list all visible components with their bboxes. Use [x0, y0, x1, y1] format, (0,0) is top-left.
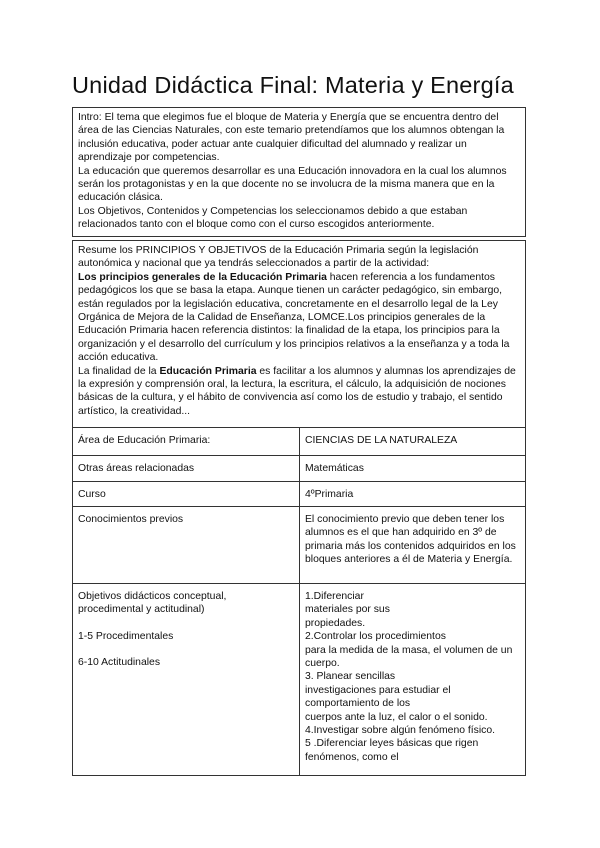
- row-value-objetivos: [300, 584, 526, 776]
- objetivo-line: materiales por sus: [305, 604, 390, 616]
- row-label-area: Área de Educación Primaria:: [73, 428, 300, 456]
- page-title: Unidad Didáctica Final: Materia y Energía: [72, 72, 514, 98]
- finalidad-text: es facilitar a los alumnos y alumnas los aprendizajes de la expresión y comprensión oral, la lectura, la escritura, el cálculo, la adquisición de nociones básicas de la cultura, y el hábito de convivencia así como los de estudio y trabajo, el sentido artístico, la creatividad...: [78, 365, 516, 417]
- principios-box: [72, 240, 526, 428]
- objetivo-line: investigaciones para estudiar el comportamiento de los: [305, 684, 451, 710]
- objetivo-line: para la medida de la masa, el volumen de un cuerpo.: [305, 644, 513, 670]
- intro-paragraph: Los Objetivos, Contenidos y Competencias los seleccionamos debido a que estaban relacionados tanto con el bloque como con el curso escogidos anteriormente.: [78, 205, 468, 231]
- table-row: [73, 482, 526, 507]
- table-row: [73, 456, 526, 482]
- table-row: [73, 507, 526, 584]
- finalidad-bold: Educación Primaria: [159, 365, 257, 377]
- row-label-conocimientos: Conocimientos previos: [73, 507, 300, 584]
- objetivo-line: cuerpos ante la luz, el calor o el sonido.: [305, 711, 488, 723]
- areas-table: [72, 427, 526, 776]
- intro-paragraph: La educación que queremos desarrollar es una Educación innovadora en la cual los alumnos serán los protagonistas y en la que docente no se involucra de la misma manera que en la educación clásica.: [78, 165, 507, 204]
- intro-box: [72, 107, 526, 237]
- finalidad-paragraph: [78, 365, 520, 419]
- intro-paragraph: Intro: El tema que elegimos fue el bloque de Materia y Energía que se encuentra dentro del área de las Ciencias Naturales, con este temario pretendíamos que los alumnos obtengan la inclusión educativa, poder actuar ante cualquier dificultad del alumnado y realizar un aprendizaje por competencias.: [78, 112, 505, 164]
- row-value-otras-areas: Matemáticas: [300, 456, 526, 482]
- principios-paragraph: [78, 271, 520, 365]
- principios-bold: Los principios generales de la Educación Primaria: [78, 271, 327, 283]
- principios-prompt: Resume los PRINCIPIOS Y OBJETIVOS de la Educación Primaria según la legislación autonómica y nacional que ya tendrás seleccionados a partir de la actividad:: [78, 245, 479, 270]
- row-label-objetivos: [73, 584, 300, 776]
- finalidad-start: La finalidad de la: [78, 365, 160, 377]
- objetivos-actitudinales: 6-10 Actitudinales: [78, 657, 161, 669]
- row-label-curso: Curso: [73, 482, 300, 507]
- objetivos-label: Objetivos didácticos conceptual, procedimental y actitudinal): [78, 591, 227, 616]
- row-value-area: CIENCIAS DE LA NATURALEZA: [300, 428, 526, 456]
- row-label-otras-areas: Otras áreas relacionadas: [73, 456, 300, 482]
- principios-text: hacen referencia a los fundamentos pedagógicos los que se basa la etapa. Aunque tienen un carácter pedagógico, sin embargo, están regulados por la legislación educativa, concretamente en el desarrollo legal de la Ley Orgánica de Mejora de la Calidad de Enseñanza, LOMCE.Los principios generales de la Educación Primaria hacen referencia distintos: la finalidad de la etapa, los principios para la organización y el desarrollo del currículum y los principios relativos a la enseñanza y a toda la acción educativa.: [78, 271, 510, 364]
- row-value-curso: 4ºPrimaria: [300, 482, 526, 507]
- table-row: [73, 428, 526, 456]
- table-row: [73, 584, 526, 776]
- objetivo-line: 1.Diferenciar: [305, 591, 364, 602]
- row-value-conocimientos: El conocimiento previo que deben tener los alumnos es el que han adquirido en 3º de primaria más los contenidos adquiridos en los bloques anteriores a él de Materia y Energía.: [300, 507, 526, 584]
- objetivo-line: 4.Investigar sobre algún fenómeno físico.: [305, 725, 496, 737]
- objetivo-line: 3. Planear sencillas: [305, 671, 396, 683]
- objetivo-line: 5 .Diferenciar leyes básicas que rigen fenómenos, como el: [305, 738, 479, 763]
- objetivo-line: propiedades.: [305, 617, 366, 629]
- objetivo-line: 2.Controlar los procedimientos: [305, 631, 446, 643]
- objetivos-procedimentales: 1-5 Procedimentales: [78, 630, 174, 642]
